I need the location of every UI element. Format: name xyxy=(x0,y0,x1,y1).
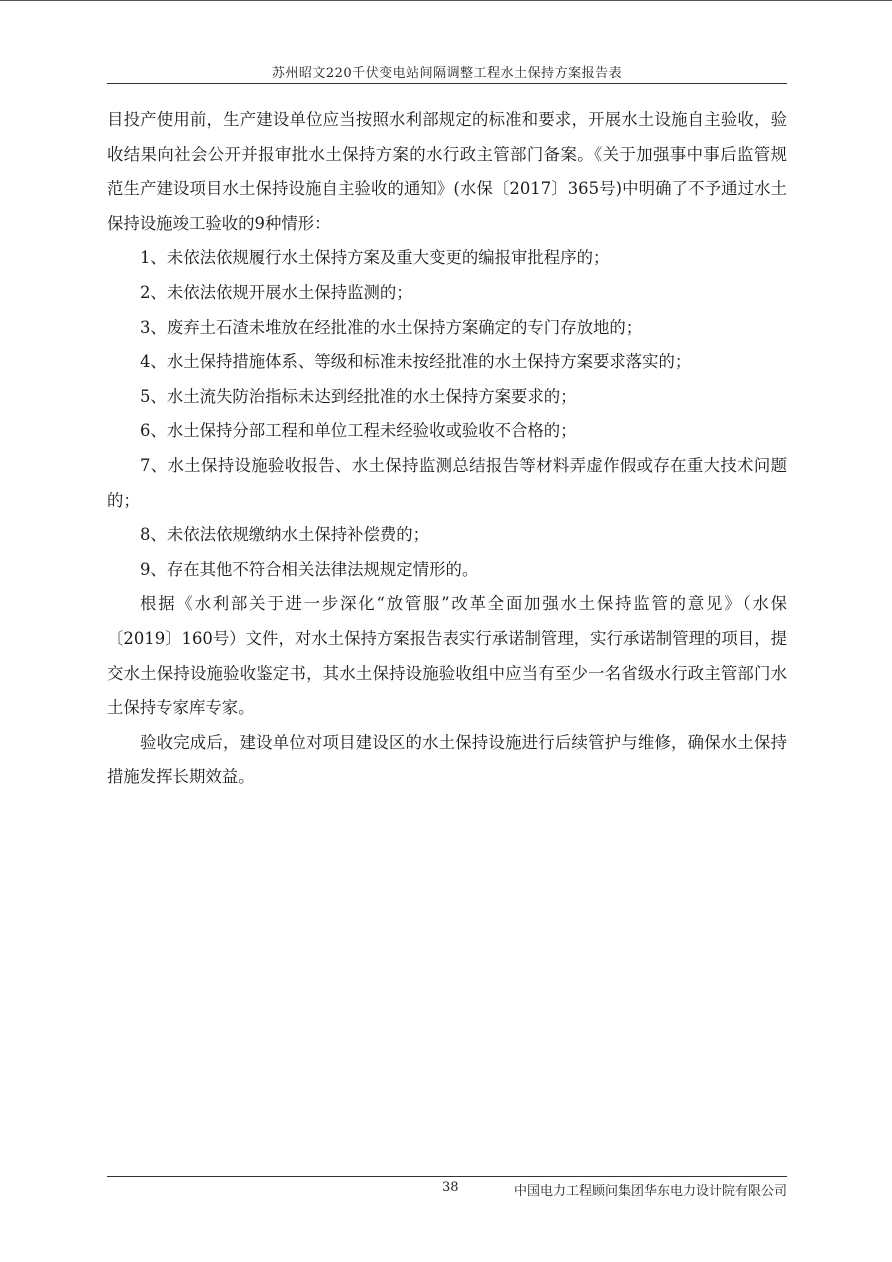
company-name: 中国电力工程顾问集团华东电力设计院有限公司 xyxy=(513,1184,787,1199)
list-item-7: 7、水土保持设施验收报告、水土保持监测总结报告等材料弄虚作假或存在重大技术问题的； xyxy=(107,455,787,510)
page-number: 38 xyxy=(442,1180,459,1195)
paragraph-maintenance: 验收完成后，建设单位对项目建设区的水土保持设施进行后续管护与维修，确保水土保持措施发挥长期效益。 xyxy=(107,732,787,787)
header-rule xyxy=(107,83,787,84)
footer-rule xyxy=(107,1176,787,1177)
paragraph-intro: 目投产使用前，生产建设单位应当按照水利部规定的标准和要求，开展水土设施自主验收，验收结果向社会公开并报审批水土保持方案的水行政主管部门备案。《关于加强事中事后监管规范生产建设项目水土保持设施自主验收的通知》(水保〔2017〕365号)中明确了不予通过水土保持设施竣工验收的9种情形： xyxy=(107,110,787,233)
running-header: 苏州昭文220千伏变电站间隔调整工程水土保持方案报告表 xyxy=(271,66,623,81)
list-item-3: 3、废弃土石渣未堆放在经批准的水土保持方案确定的专门存放地的； xyxy=(140,317,643,337)
running-footer xyxy=(107,1180,787,1200)
list-item-4: 4、水土保持措施体系、等级和标准未按经批准的水土保持方案要求落实的； xyxy=(140,352,692,372)
page-top-border xyxy=(0,0,892,1)
list-item-5: 5、水土流失防治指标未达到经批准的水土保持方案要求的； xyxy=(140,386,577,406)
list-item-2: 2、未依法依规开展水土保持监测的； xyxy=(140,282,413,302)
list-item-1: 1、未依法依规履行水土保持方案及重大变更的编报审批程序的； xyxy=(140,248,610,268)
paragraph-commitment: 根据《水利部关于进一步深化“放管服”改革全面加强水土保持监管的意见》（水保〔2019〕160号）文件，对水土保持方案报告表实行承诺制管理，实行承诺制管理的项目，提交水土保持设施验收鉴定书，其水土保持设施验收组中应当有至少一名省级水行政主管部门水土保持专家库专家。 xyxy=(107,594,787,718)
document-body xyxy=(107,103,787,795)
list-item-9: 9、存在其他不符合相关法律法规规定情形的。 xyxy=(140,559,479,579)
list-item-6: 6、水土保持分部工程和单位工程未经验收或验收不合格的； xyxy=(140,421,577,441)
list-item-8: 8、未依法依规缴纳水土保持补偿费的； xyxy=(140,525,430,545)
